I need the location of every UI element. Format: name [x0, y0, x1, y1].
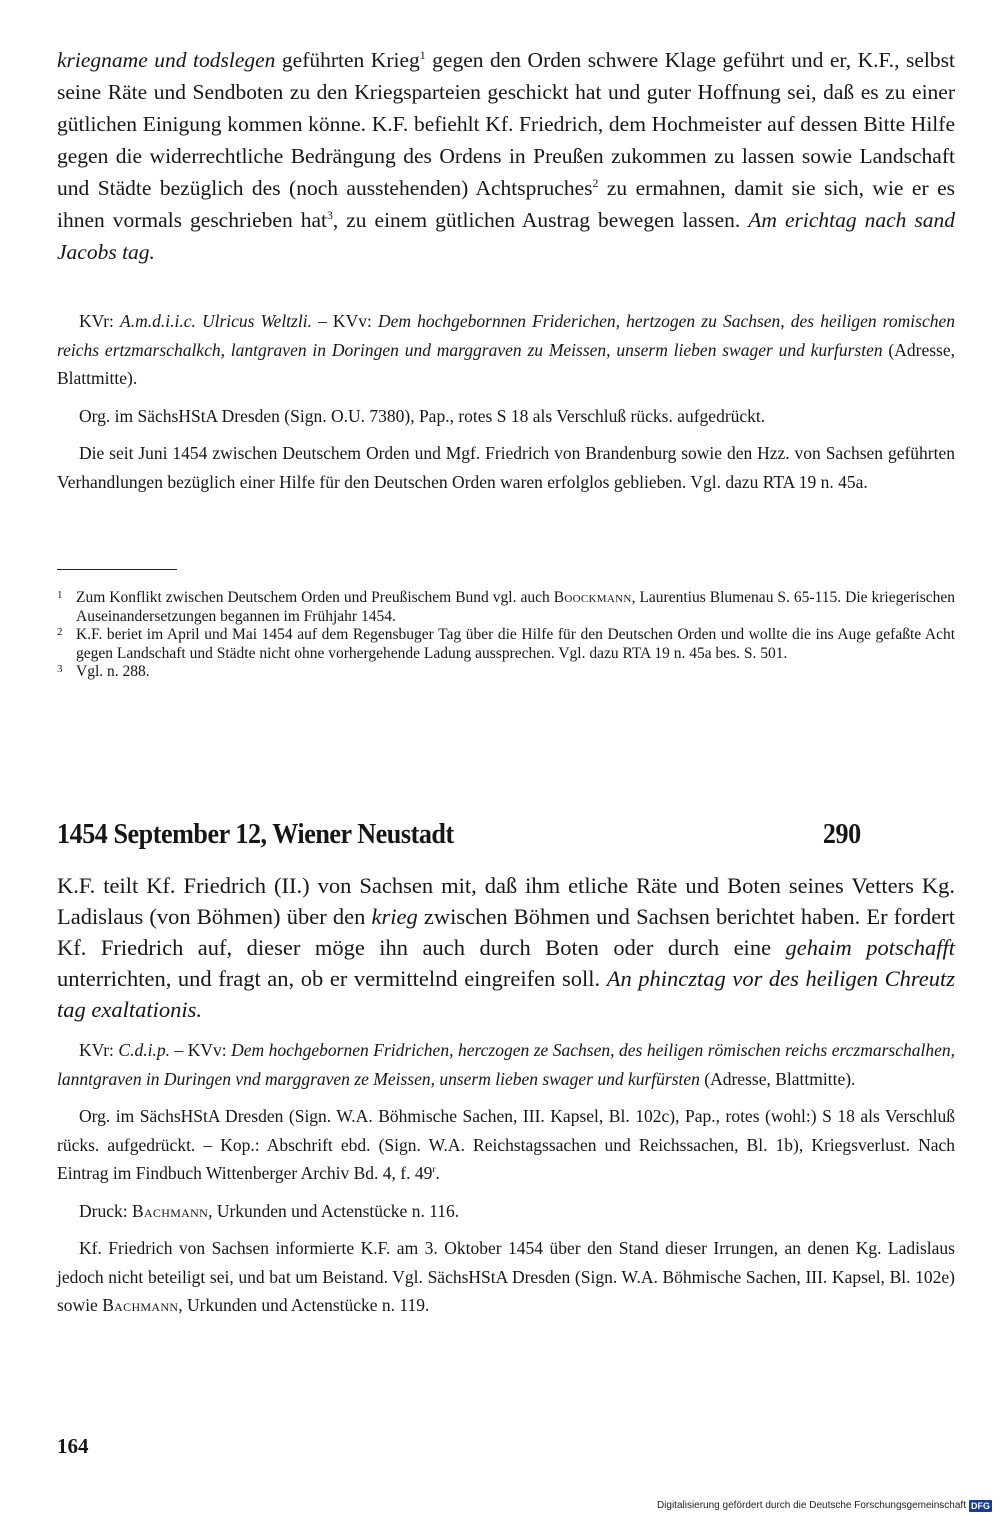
text-run: Zum Konflikt zwischen Deutschem Orden und Preußischem Bund vgl. auch: [76, 589, 554, 606]
prev-org: [57, 402, 955, 431]
text-run: , zu einem gütlichen Austrag bewegen lassen.: [332, 208, 749, 232]
prev-entry-body: [57, 44, 955, 268]
text-run: Druck:: [79, 1200, 132, 1221]
footnote: [57, 626, 955, 663]
dfg-logo: DFG: [971, 1501, 990, 1511]
text-run: Die seit Juni 1454 zwischen Deutschem Orden und Mgf. Friedrich von Brandenburg sowie den Hzz. von Sachsen geführten Verhandlungen bezüglich einer Hilfe für den Deutschen Orden waren erfolglos geblieben. Vgl. dazu RTA 19 n. 45a.: [57, 443, 955, 492]
footnote-ref: 1: [419, 47, 426, 62]
entry-druck: [57, 1197, 955, 1226]
text-run: , Urkunden und Actenstücke n. 119.: [178, 1295, 430, 1315]
entry-summary: [57, 870, 955, 1025]
text-run: geführten Krieg: [275, 48, 420, 72]
text-run: K.F. beriet im April und Mai 1454 auf dem Regensbuger Tag über die Hilfe für den Deutschen Orden und wollte die ins Auge gefaßte Acht gegen Landschaft und Städte nicht ohne vorhergehende Ladung aussprechen. Vgl. dazu RTA 19 n. 45a bes. S. 501.: [76, 626, 955, 662]
footnote-ref: 3: [326, 207, 333, 222]
italic-text: Dem hochgebornnen Friderichen, hertzogen zu Sachsen, des heiligen romischen reichs ertzmarschalkch, lantgraven in Doringen und marggraven zu Meissen, unserm lieben swager und kurfursten: [57, 311, 955, 360]
italic-text: kriegname und todslegen: [57, 48, 276, 72]
italic-text: C.d.i.p.: [118, 1040, 170, 1060]
text-run: gegen den Orden schwere Klage geführt und er, K.F., selbst seine Räte und Sendboten zu den Kriegsparteien geschickt hat und guter Hoffnung sei, daß es zu einer gütlichen Einigung kommen könne. K.F. befiehlt Kf. Friedrich, dem Hochmeister auf dessen Bitte Hilfe gegen die widerrechtliche Bedrängung des Ordens in Preußen zukommen zu lassen sowie Landschaft und Städte bezüglich des (noch ausstehenden) Achtspruches: [57, 48, 955, 200]
entry-date-place: 1454 September 12, Wiener Neustadt: [57, 818, 454, 850]
text-run: Org. im SächsHStA Dresden (Sign. W.A. Böhmische Sachen, III. Kapsel, Bl. 102c), Pap., rotes (wohl:) S 18 als Verschluß rücks. aufgedrückt. – Kop.: Abschrift ebd. (Sign. W.A. Reichstagssachen und Reichssachen, Bl. 1b), Kriegsverlust. Nach Eintrag im Findbuch Wittenberger Archiv Bd. 4, f. 49: [57, 1106, 955, 1183]
text-run: KVr:: [79, 1040, 119, 1060]
text-run: zu ermahnen, damit sie sich, wie er es ihnen vormals geschrieben hat: [57, 176, 955, 232]
text-run: zwischen Böhmen und Sachsen berichtet haben. Er fordert Kf. Friedrich auf, dieser möge ihn auch durch Boten oder durch eine: [57, 904, 955, 960]
text-run: (Adresse, Blattmitte).: [57, 339, 955, 388]
footnote-text: [76, 589, 955, 625]
author-name: Boockmann: [553, 589, 632, 606]
entry-kvr: [57, 1036, 955, 1093]
italic-text: An phincztag vor des heiligen Chreutz tag exaltationis.: [57, 966, 955, 1022]
text-run: (Adresse, Blattmitte).: [699, 1068, 856, 1089]
dfg-footer-text: Digitalisierung gefördert durch die Deutsche Forschungsgemeinschaft: [656, 1500, 966, 1511]
footnote-number: 1: [57, 589, 63, 601]
text-run: – KVv:: [169, 1040, 232, 1060]
footnote: [57, 663, 955, 682]
text-run: unterrichten, und fragt an, ob er vermittelnd eingreifen soll.: [57, 966, 607, 991]
footnotes: [57, 589, 955, 682]
entry-number: 290: [822, 818, 861, 850]
entry-notes: [57, 1036, 955, 1320]
entry-note: [57, 1234, 955, 1320]
entry-heading: [57, 814, 861, 854]
footnote-number: 2: [57, 626, 63, 638]
italic-text: krieg: [371, 904, 418, 929]
entry-org: [57, 1102, 955, 1188]
prev-kvr: [57, 307, 955, 393]
prev-entry-summary: [57, 44, 955, 268]
text-run: , Laurentius Blumenau S. 65-115. Die kriegerischen Auseinandersetzungen begannen im Frühjahr 1454.: [76, 589, 955, 625]
prev-note: [57, 439, 955, 496]
footnote-ref: 2: [592, 175, 599, 190]
text-run: Kf. Friedrich von Sachsen informierte K.F. am 3. Oktober 1454 über den Stand dieser Irrungen, an denen Kg. Ladislaus jedoch nicht beteiligt sei, und bat um Beistand. Vgl. SächsHStA Dresden (Sign. W.A. Böhmische Sachen, III. Kapsel, Bl. 102e) sowie: [57, 1238, 955, 1315]
author-name: Bachmann: [102, 1295, 179, 1315]
italic-text: Dem hochgebornen Fridrichen, herczogen ze Sachsen, des heiligen römischen reichs erczmarschalhen, lanntgraven in Duringen vnd marggraven ze Meissen, unserm lieben swager und kurfürsten: [57, 1040, 956, 1089]
author-name: Bachmann: [131, 1200, 209, 1221]
italic-text: Am erichtag nach sand Jacobs tag.: [57, 208, 955, 264]
text-run: Vgl. n. 288.: [76, 663, 150, 680]
italic-text: gehaim potschafft: [785, 935, 955, 960]
italic-text: A.m.d.i.i.c. Ulricus Weltzli.: [120, 311, 312, 331]
page-number: 164: [57, 1434, 89, 1458]
footnote-ref: r: [432, 1164, 436, 1176]
text-run: Org. im SächsHStA Dresden (Sign. O.U. 7380), Pap., rotes S 18 als Verschluß rücks. aufgedrückt.: [79, 405, 766, 426]
footnote-number: 3: [57, 663, 63, 675]
entry-body: [57, 870, 955, 1025]
text-run: K.F. teilt Kf. Friedrich (II.) von Sachsen mit, daß ihm etliche Räte und Boten seines Vetters Kg. Ladislaus (von Böhmen) über den: [57, 873, 955, 929]
footnote-separator: [57, 569, 177, 570]
text-run: KVr:: [79, 311, 121, 331]
footnote-text: [76, 663, 150, 680]
text-run: , Urkunden und Actenstücke n. 116.: [208, 1200, 460, 1221]
text-run: .: [435, 1163, 440, 1183]
footnote-text: [76, 626, 955, 662]
prev-entry-notes: [57, 307, 955, 496]
dfg-footer: [657, 1499, 992, 1513]
text-run: – KVv:: [311, 311, 378, 331]
footnote: [57, 589, 955, 626]
